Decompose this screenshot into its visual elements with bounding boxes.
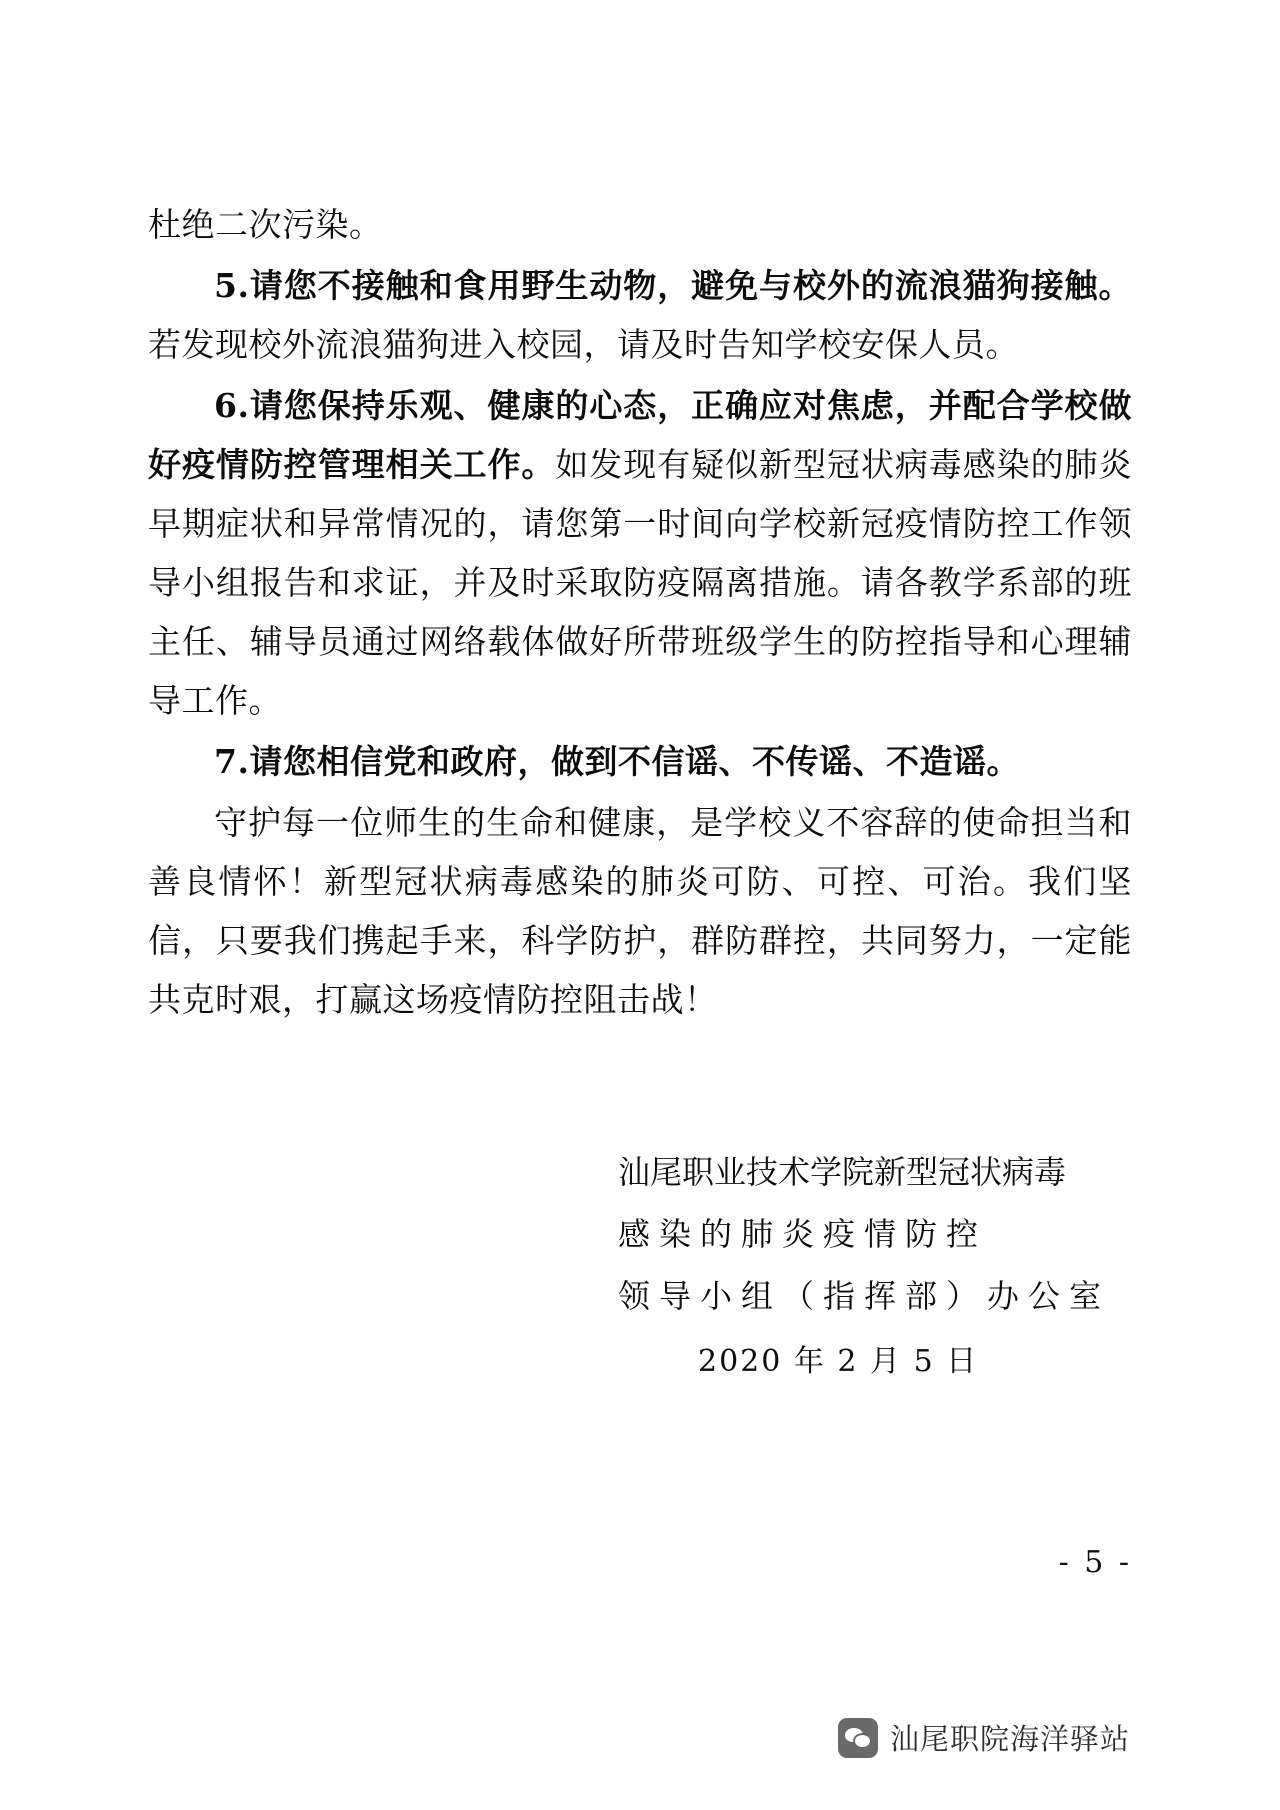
signature-block	[148, 1141, 1132, 1393]
paragraph-text: 杜绝二次污染。	[148, 205, 383, 244]
paragraph-text: 如发现有疑似新型冠状病毒感染的肺炎早期症状和异常情况的，请您第一时间向学校新冠疫情防控工作领导小组报告和求证，并及时采取防疫隔离措施。请各教学系部的班主任、辅导员通过网络载体做好所带班级学生的防控指导和心理辅导工作。	[148, 445, 1133, 720]
paragraph-item-5	[148, 256, 1132, 374]
signature-line-2: 感染的肺炎疫情防控	[618, 1215, 988, 1253]
paragraph-bold-lead: 5.请您不接触和食用野生动物，避免与校外的流浪猫狗接触。	[214, 266, 1132, 305]
paragraph-text: 守护每一位师生的生命和健康，是学校义不容辞的使命担当和善良情怀！新型冠状病毒感染的肺炎可防、可控、可治。我们坚信，只要我们携起手来，科学防护，群防群控，共同努力，一定能共克时艰，打赢这场疫情防控阻击战！	[148, 803, 1132, 1019]
paragraph-continued	[148, 195, 1132, 254]
wechat-icon	[838, 1718, 878, 1758]
paragraph-bold-lead: 6.请您保持乐观、健康的心态，正确应对焦虑，并配合学校做好疫情防控管理相关工作。	[148, 386, 1132, 484]
wechat-account-name: 汕尾职院海洋驿站	[889, 1722, 1130, 1756]
page-number: - 5 -	[1058, 1545, 1132, 1580]
signature-date: 2020 年 2 月 5 日	[698, 1344, 979, 1379]
paragraph-text: 若发现校外流浪猫狗进入校园，请及时告知学校安保人员。	[148, 325, 1019, 364]
paragraph-item-6	[148, 376, 1132, 730]
paragraph-item-7	[148, 732, 1132, 791]
paragraph-closing	[148, 793, 1132, 1029]
document-body	[148, 195, 1132, 1393]
wechat-footer	[838, 1717, 1130, 1758]
signature-line-1: 汕尾职业技术学院新型冠状病毒	[618, 1153, 1067, 1191]
signature-line-3: 领导小组（指挥部）办公室	[618, 1277, 1111, 1315]
paragraph-bold-lead: 7.请您相信党和政府，做到不信谣、不传谣、不造谣。	[214, 742, 1020, 781]
